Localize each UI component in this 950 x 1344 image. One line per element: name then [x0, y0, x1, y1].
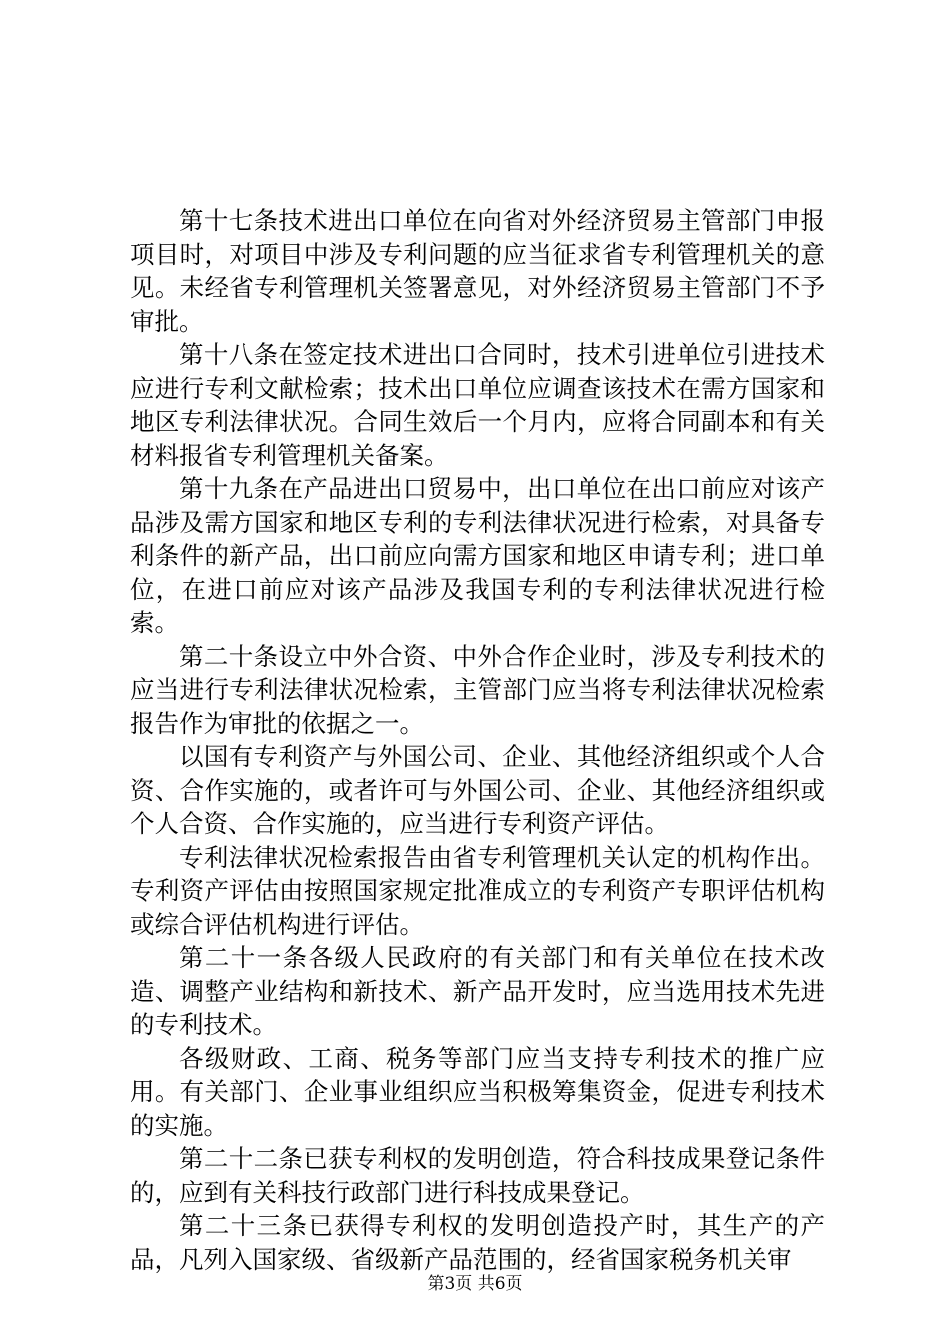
document-body — [130, 204, 825, 1276]
paragraph-article-23: 第二十三条已获得专利权的发明创造投产时，其生产的产品，凡列入国家级、省级新产品范围的，经省国家税务机关审 — [130, 1211, 825, 1274]
paragraph-article-20-sub-2: 专利法律状况检索报告由省专利管理机关认定的机构作出。专利资产评估由按照国家规定批准成立的专利资产专职评估机构或综合评估机构进行评估。 — [130, 842, 825, 939]
page-number-footer: 第3页 共6页 — [427, 1274, 523, 1294]
paragraph-article-18: 第十八条在签定技术进出口合同时，技术引进单位引进技术应进行专利文献检索；技术出口单位应调查该技术在需方国家和地区专利法律状况。合同生效后一个月内，应将合同副本和有关材料报省专利管理机关备案。 — [130, 340, 825, 470]
paragraph-article-21: 第二十一条各级人民政府的有关部门和有关单位在技术改造、调整产业结构和新技术、新产品开发时，应当选用技术先进的专利技术。 — [130, 943, 825, 1039]
paragraph-article-17: 第十七条技术进出口单位在向省对外经济贸易主管部门申报项目时，对项目中涉及专利问题的应当征求省专利管理机关的意见。未经省专利管理机关签署意见，对外经济贸易主管部门不予审批。 — [130, 206, 825, 336]
paragraph-article-22: 第二十二条已获专利权的发明创造，符合科技成果登记条件的，应到有关科技行政部门进行科技成果登记。 — [130, 1144, 825, 1207]
paragraph-article-19: 第十九条在产品进出口贸易中，出口单位在出口前应对该产品涉及需方国家和地区专利的专利法律状况进行检索，对具备专利条件的新产品，出口前应向需方国家和地区申请专利；进口单位，在进口前应对该产品涉及我国专利的专利法律状况进行检索。 — [130, 474, 825, 637]
paragraph-article-21-sub-1: 各级财政、工商、税务等部门应当支持专利技术的推广应用。有关部门、企业事业组织应当积极筹集资金，促进专利技术的实施。 — [130, 1043, 825, 1140]
paragraph-article-20-sub-1: 以国有专利资产与外国公司、企业、其他经济组织或个人合资、合作实施的，或者许可与外国公司、企业、其他经济组织或个人合资、合作实施的，应当进行专利资产评估。 — [130, 742, 825, 838]
paragraph-article-20: 第二十条设立中外合资、中外合作企业时，涉及专利技术的应当进行专利法律状况检索，主管部门应当将专利法律状况检索报告作为审批的依据之一。 — [130, 641, 825, 738]
